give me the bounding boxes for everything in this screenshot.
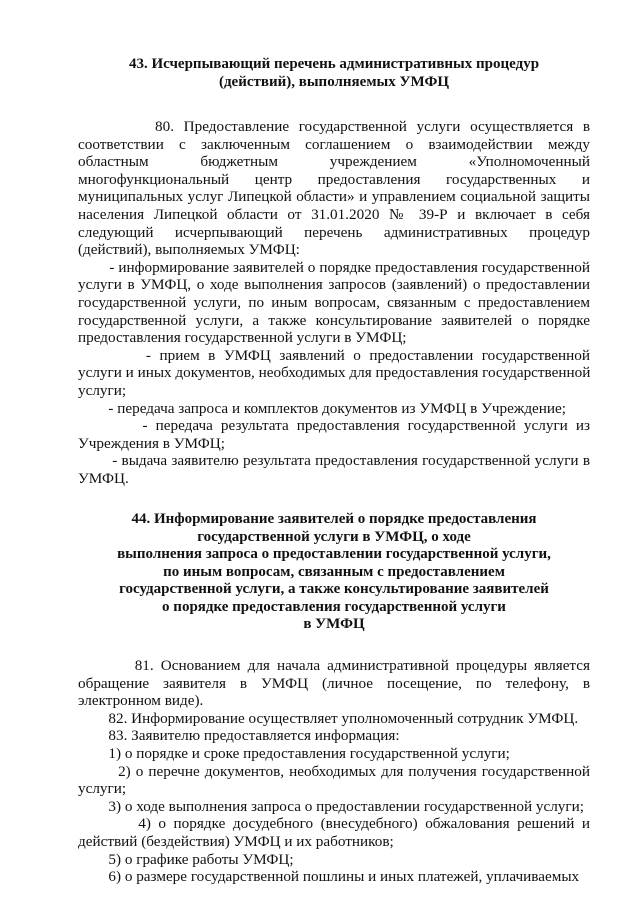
text-line: действий (бездействия) УМФЦ и их работников;: [78, 832, 394, 850]
text-line: - передача результата предоставления государственной услуги из: [78, 417, 590, 435]
text-line: 3) о ходе выполнения запроса о предоставлении государственной услуги;: [78, 797, 584, 815]
text-line: услуги в УМФЦ, о ходе выполнения запросов (заявлений) о предоставлении: [78, 276, 590, 294]
paragraph: [78, 815, 590, 850]
text-line: 80. Предоставление государственной услуги осуществляется в: [78, 118, 590, 135]
heading-line: в УМФЦ: [303, 616, 365, 633]
heading-line: государственной услуги в УМФЦ, о ходе: [197, 528, 471, 545]
section-44-heading: [78, 511, 590, 634]
paragraph: [78, 851, 590, 869]
text-line: электронном виде).: [78, 692, 204, 710]
text-line: - информирование заявителей о порядке предоставления государственной: [78, 258, 590, 276]
text-line: муниципальных услуг Липецкой области» и управлением социальной защиты: [78, 188, 590, 206]
section-43-body: [78, 118, 590, 487]
heading-line: (действий), выполняемых УМФЦ: [218, 73, 450, 90]
page-content: [78, 56, 590, 886]
paragraph: [78, 745, 590, 763]
text-line: обращение заявителя в УМФЦ (личное посещение, по телефону, в: [78, 674, 590, 692]
text-line: - передача запроса и комплектов документов из УМФЦ в Учреждение;: [78, 399, 567, 417]
text-line: услуги и иных документов, необходимых для предоставления государственной: [78, 364, 591, 382]
paragraph: [78, 727, 590, 745]
paragraph: [78, 710, 590, 728]
text-line: 83. Заявителю предоставляется информация:: [78, 727, 400, 745]
text-line: областным бюджетным учреждением «Уполномоченный: [78, 153, 590, 171]
heading-line: по иным вопросам, связанным с предоставлением: [163, 563, 505, 580]
paragraph: [78, 798, 590, 816]
text-line: услуги;: [78, 780, 127, 798]
text-line: 6) о размере государственной пошлины и иных платежей, уплачиваемых: [78, 868, 580, 886]
text-line: соответствии с заключенным соглашением о взаимодействии между: [78, 135, 590, 153]
heading-line: о порядке предоставления государственной услуги: [162, 598, 506, 615]
text-line: 5) о графике работы УМФЦ;: [78, 850, 294, 868]
text-line: 81. Основанием для начала административной процедуры является: [78, 656, 590, 674]
text-line: государственной услуги, по иным вопросам, связанным с предоставлением: [78, 293, 590, 311]
paragraph: [78, 259, 590, 347]
text-line: 2) о перечне документов, необходимых для получения государственной: [78, 762, 590, 780]
text-line: УМФЦ.: [78, 469, 129, 487]
text-line: государственной услуги, а также консультирование заявителей о порядке: [78, 311, 590, 329]
text-line: (действий), выполняемых УМФЦ:: [78, 241, 300, 259]
paragraph: [78, 347, 590, 400]
paragraph: [78, 118, 590, 259]
text-line: следующий исчерпывающий перечень административных процедур: [78, 223, 590, 241]
text-line: многофункциональный центр предоставления государственных и: [78, 170, 590, 188]
text-line: услуги;: [78, 381, 127, 399]
text-line: 4) о порядке досудебного (внесудебного) обжалования решений и: [78, 815, 590, 833]
paragraph: [78, 417, 590, 452]
text-line: - прием в УМФЦ заявлений о предоставлении государственной: [78, 346, 590, 364]
heading-line: государственной услуги, а также консультирование заявителей: [119, 581, 549, 598]
heading-line: 44. Информирование заявителей о порядке предоставления: [131, 511, 537, 528]
text-line: 82. Информирование осуществляет уполномоченный сотрудник УМФЦ.: [78, 709, 579, 727]
text-line: населения Липецкой области от 31.01.2020 № 39-Р и включает в себя: [78, 205, 590, 223]
section-44-body: [78, 657, 590, 886]
heading-line: выполнения запроса о предоставлении государственной услуги,: [117, 546, 551, 563]
paragraph: [78, 763, 590, 798]
text-line: предоставления государственной услуги в УМФЦ;: [78, 329, 407, 347]
paragraph: [78, 400, 590, 418]
paragraph: [78, 657, 590, 710]
text-line: Учреждения в УМФЦ;: [78, 434, 225, 452]
text-line: 1) о порядке и сроке предоставления государственной услуги;: [78, 744, 510, 762]
section-43-heading: [78, 56, 590, 91]
paragraph: [78, 868, 590, 886]
heading-line: 43. Исчерпывающий перечень административных процедур: [128, 56, 540, 72]
text-line: - выдача заявителю результата предоставления государственной услуги в: [78, 452, 590, 470]
paragraph: [78, 452, 590, 487]
